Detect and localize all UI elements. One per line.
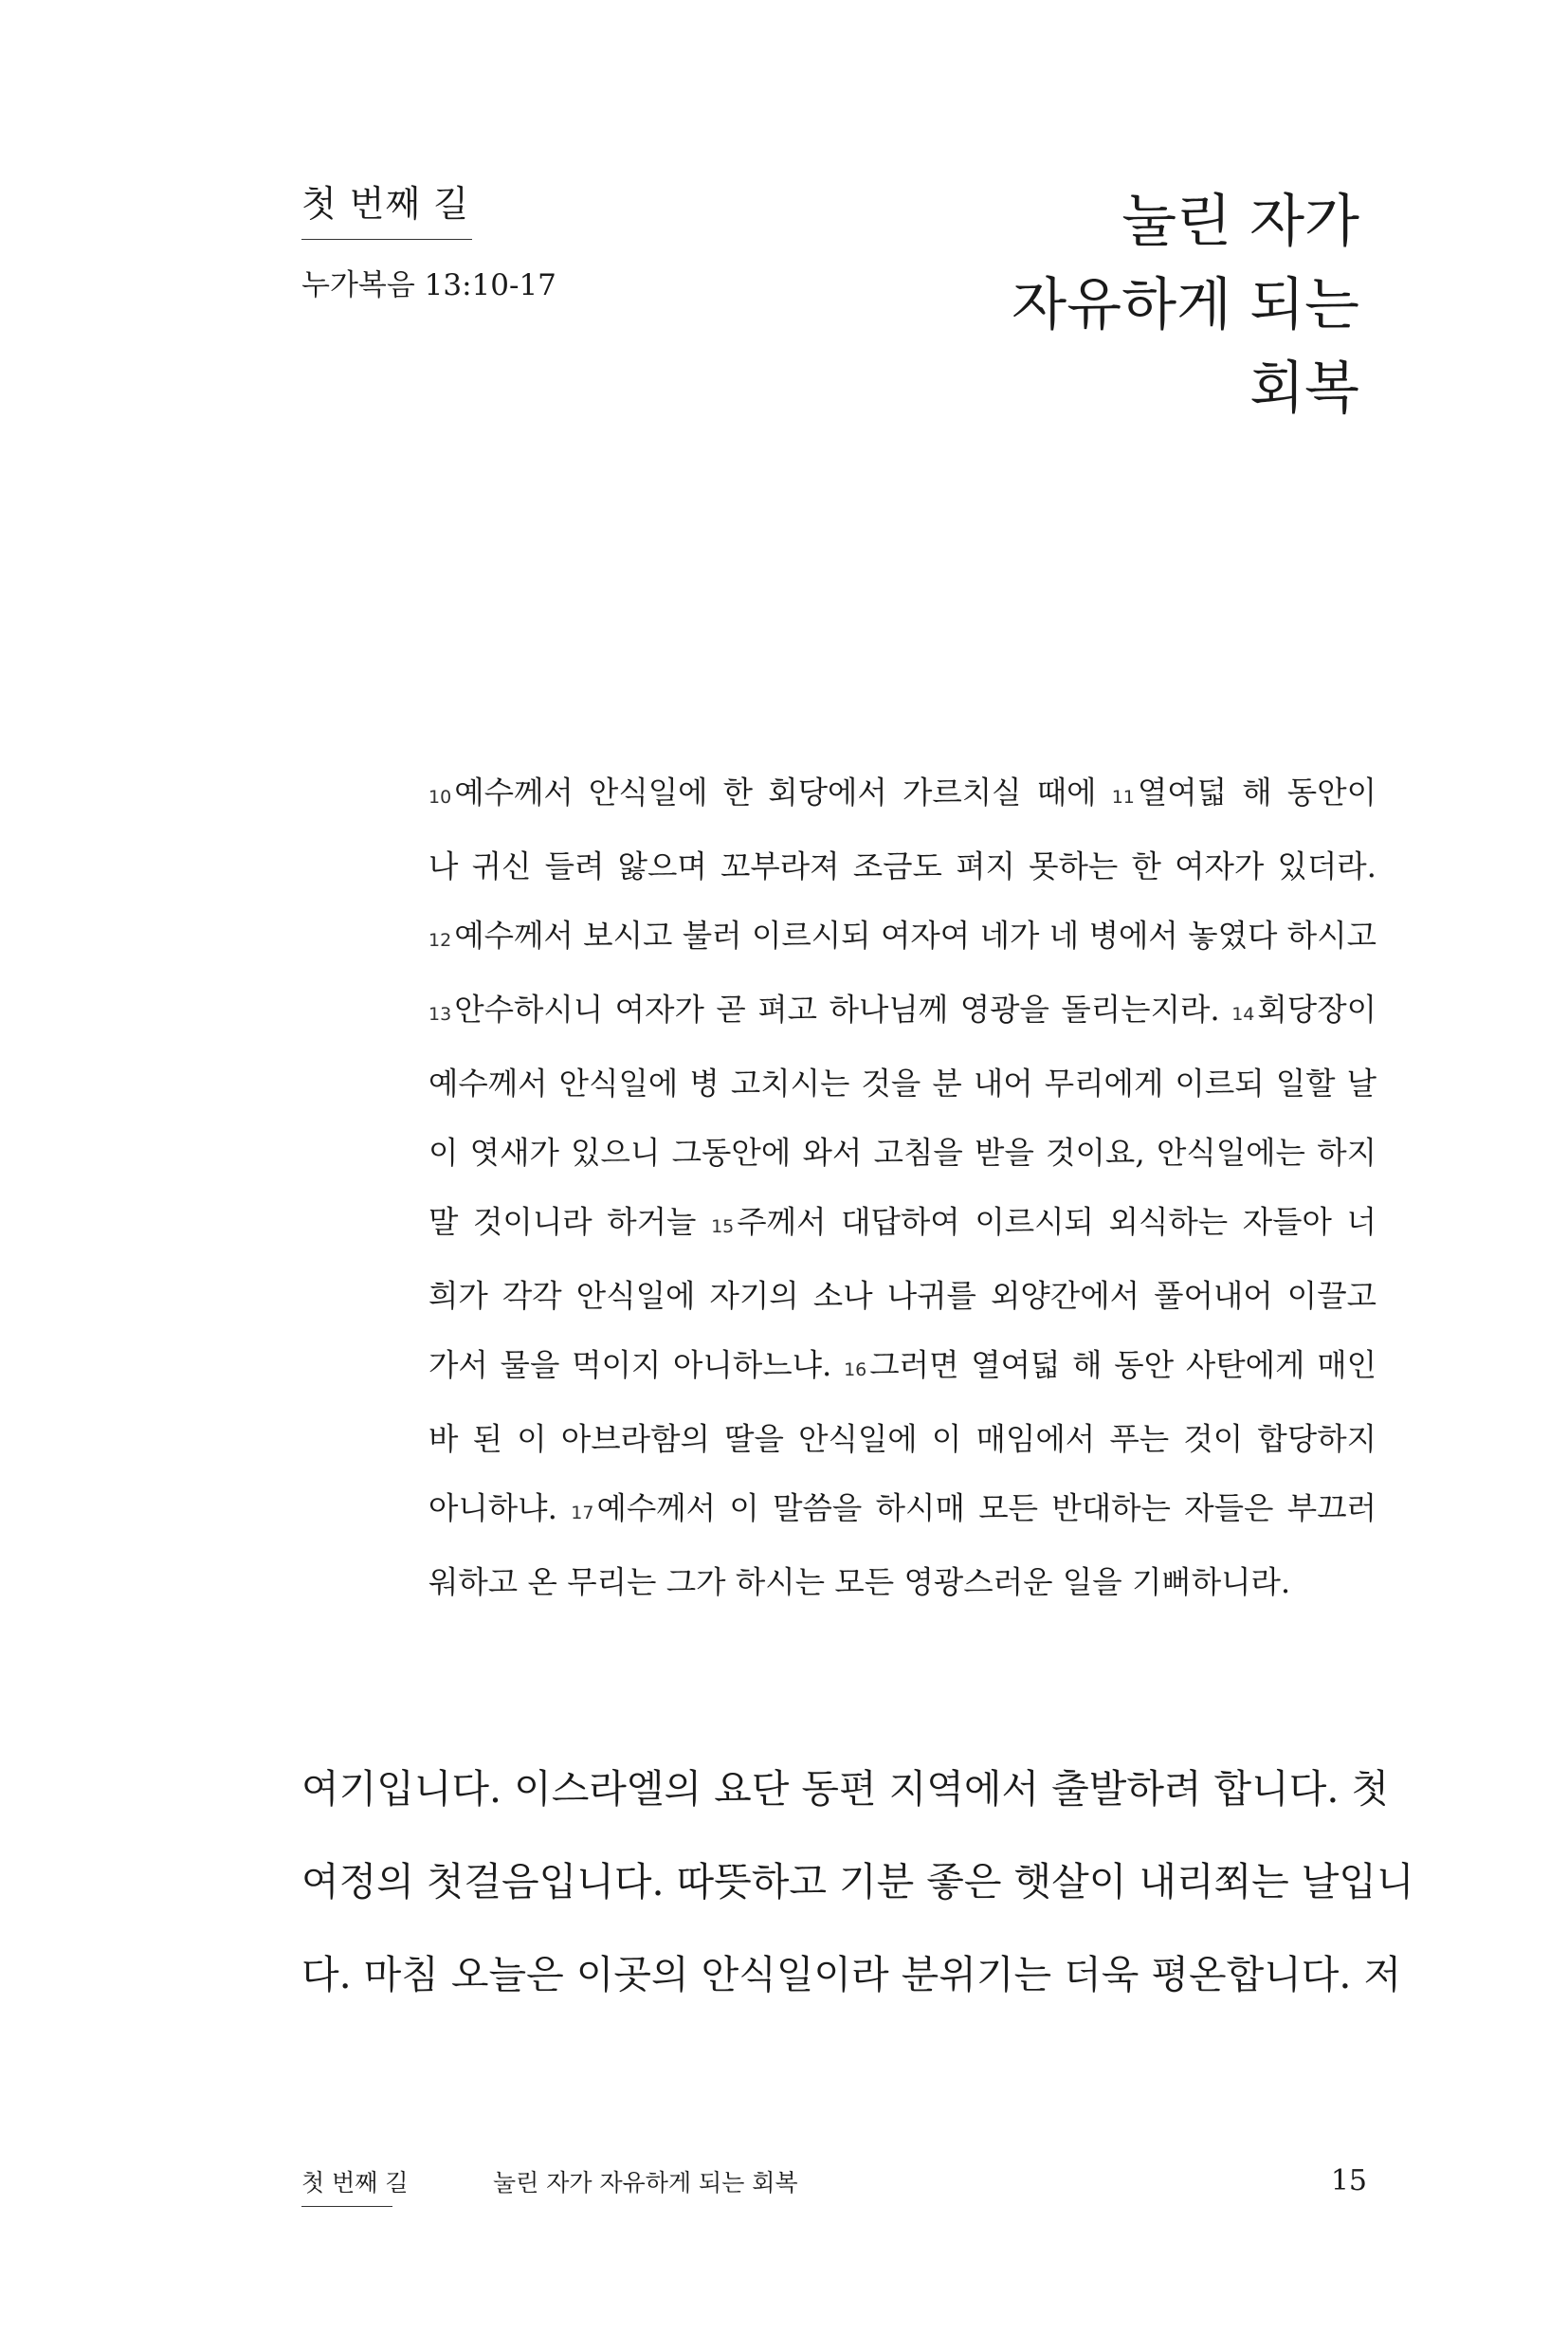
verse-text: 아니하냐.: [428, 1490, 572, 1526]
verse-text: 예수께서 보시고 불러 이르시되 여자여 네가 네 병에서 놓였다 하시고: [454, 918, 1377, 954]
verse-text: 희가 각각 안식일에 자기의 소나 나귀를 외양간에서 풀어내어 이끌고: [428, 1278, 1377, 1314]
verse-text: 워하고 온 무리는 그가 하시는 모든 영광스러운 일을 기뻐하니라.: [428, 1564, 1291, 1600]
verse-text: 주께서 대답하여 이르시되 외식하는 자들아 너: [737, 1204, 1377, 1240]
scripture-reference: 누가복음 13:10-17: [301, 268, 556, 302]
body-paragraph: [301, 1742, 1414, 2021]
verse-number: 12: [428, 930, 452, 951]
verse-text: 나 귀신 들려 앓으며 꼬부라져 조금도 펴지 못하는 한 여자가 있더라.: [428, 848, 1377, 884]
body-line: 여정의 첫걸음입니다. 따뜻하고 기분 좋은 햇살이 내리쬐는 날입니: [301, 1859, 1414, 1904]
passage-line: [428, 1119, 1377, 1188]
verse-text: 그러면 열여덟 해 동안 사탄에게 매인: [869, 1347, 1377, 1383]
verse-text: 예수께서 안식일에 병 고치시는 것을 분 내어 무리에게 이르되 일할 날: [428, 1066, 1377, 1102]
scripture-passage: [428, 758, 1377, 1617]
verse-text: 이 엿새가 있으니 그동안에 와서 고침을 받을 것이요, 안식일에는 하지: [428, 1135, 1377, 1171]
passage-line: [428, 1049, 1377, 1119]
verse-text: 안수하시니 여자가 곧 펴고 하나님께 영광을 돌리는지라.: [454, 992, 1232, 1028]
passage-line: [428, 1331, 1377, 1405]
page-title-line: 눌린 자가: [1121, 189, 1359, 255]
page-title: [696, 180, 1359, 430]
verse-number: 13: [428, 1004, 452, 1025]
verse-number: 17: [571, 1503, 594, 1523]
verse-number: 16: [844, 1359, 867, 1380]
verse-text: 가서 물을 먹이지 아니하느냐.: [428, 1347, 845, 1383]
passage-line: [428, 1405, 1377, 1474]
verse-number: 11: [1111, 787, 1135, 808]
footer-chapter-underline: [301, 2206, 392, 2207]
verse-text: 회당장이: [1257, 992, 1377, 1028]
verse-text: 열여덟 해 동안이: [1137, 775, 1377, 811]
verse-text: 말 것이니라 하거늘: [428, 1204, 712, 1240]
body-line: 여기입니다. 이스라엘의 요단 동편 지역에서 출발하려 합니다. 첫: [301, 1766, 1390, 1812]
verse-text: 예수께서 이 말씀을 하시매 모든 반대하는 자들은 부끄러: [596, 1490, 1377, 1526]
page-title-line: 자유하게 되는: [1012, 272, 1359, 338]
passage-line: [428, 1548, 1377, 1617]
chapter-underline: [301, 239, 472, 240]
page-number: 15: [1330, 2164, 1367, 2197]
body-line: 다. 마침 오늘은 이곳의 안식일이라 분위기는 더욱 평온합니다. 저: [301, 1952, 1402, 1997]
verse-number: 15: [711, 1216, 735, 1237]
page-title-line: 회복: [1249, 355, 1359, 422]
passage-line: [428, 902, 1377, 975]
verse-text: 바 된 이 아브라함의 딸을 안식일에 이 매임에서 푸는 것이 합당하지: [428, 1421, 1377, 1457]
passage-line: [428, 1262, 1377, 1331]
passage-line: [428, 832, 1377, 902]
verse-number: 10: [428, 787, 452, 808]
verse-number: 14: [1231, 1004, 1255, 1025]
passage-line: [428, 1474, 1377, 1548]
passage-line: [428, 975, 1377, 1049]
chapter-label: 첫 번째 길: [301, 183, 469, 225]
footer-chapter-label: 첫 번째 길: [301, 2169, 409, 2196]
verse-text: 예수께서 안식일에 한 회당에서 가르치실 때에: [454, 775, 1112, 811]
passage-line: [428, 1188, 1377, 1262]
passage-line: [428, 758, 1377, 832]
footer-running-title: 눌린 자가 자유하게 되는 회복: [493, 2169, 798, 2196]
